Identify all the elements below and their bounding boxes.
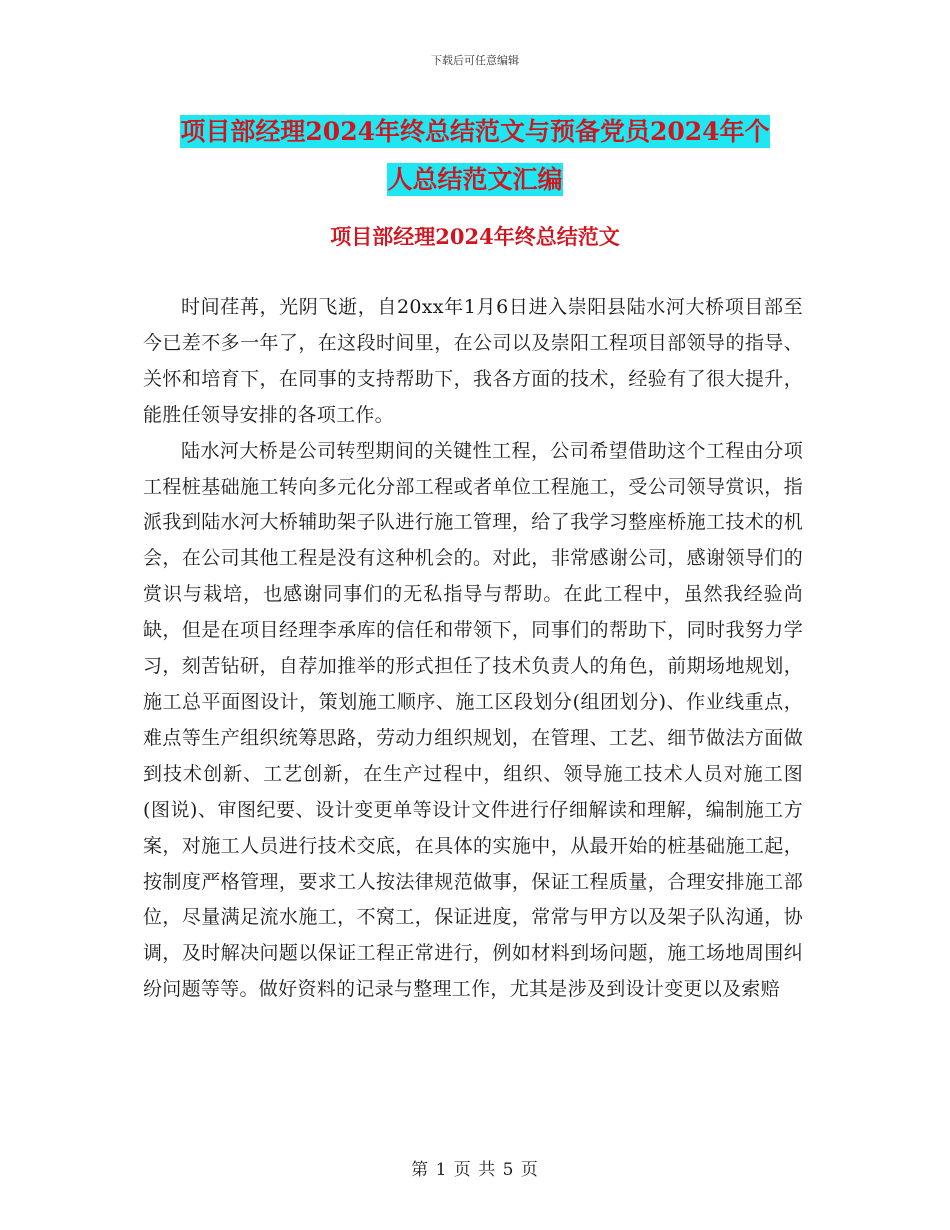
title-line-2: 人总结范文汇编: [387, 165, 563, 194]
page-footer: 第 1 页 共 5 页: [411, 1160, 539, 1180]
document-title: [0, 108, 950, 204]
title-line-1: 项目部经理2024年终总结范文与预备党员2024年个: [180, 117, 770, 146]
body-text: [143, 290, 803, 1008]
paragraph: 陆水河大桥是公司转型期间的关键性工程，公司希望借助这个工程由分项工程桩基础施工转向多元化分部工程或者单位工程施工，受公司领导赏识，指派我到陆水河大桥辅助架子队进行施工管理，给了我学习整座桥施工技术的机会，在公司其他工程是没有这种机会的。对此，非常感谢公司，感谢领导们的赏识与栽培，也感谢同事们的无私指导与帮助。在此工程中，虽然我经验尚缺，但是在项目经理李承库的信任和带领下，同事们的帮助下，同时我努力学习，刻苦钻研，自荐加推举的形式担任了技术负责人的角色，前期场地规划，施工总平面图设计，策划施工顺序、施工区段划分(组团划分)、作业线重点，难点等生产组织统筹思路，劳动力组织规划，在管理、工艺、细节做法方面做到技术创新、工艺创新，在生产过程中，组织、领导施工技术人员对施工图(图说)、审图纪要、设计变更单等设计文件进行仔细解读和理解，编制施工方案，对施工人员进行技术交底，在具体的实施中，从最开始的桩基础施工起，按制度严格管理，要求工人按法律规范做事，保证工程质量，合理安排施工部位，尽量满足流水施工，不窝工，保证进度，常常与甲方以及架子队沟通，协调，及时解决问题以保证工程正常进行，例如材料到场问题，施工场地周围纠纷问题等等。做好资料的记录与整理工作，尤其是涉及到设计变更以及索赔: [143, 439, 803, 1001]
section-title: 项目部经理2024年终总结范文: [330, 224, 620, 249]
paragraph: 时间荏苒，光阴飞逝，自20xx年1月6日进入崇阳县陆水河大桥项目部至今已差不多一年了，在这段时间里，在公司以及崇阳工程项目部领导的指导、关怀和培育下，在同事的支持帮助下，我各方面的技术，经验有了很大提升，能胜任领导安排的各项工作。: [143, 296, 803, 426]
page-header-note: 下载后可任意编辑: [431, 54, 519, 67]
